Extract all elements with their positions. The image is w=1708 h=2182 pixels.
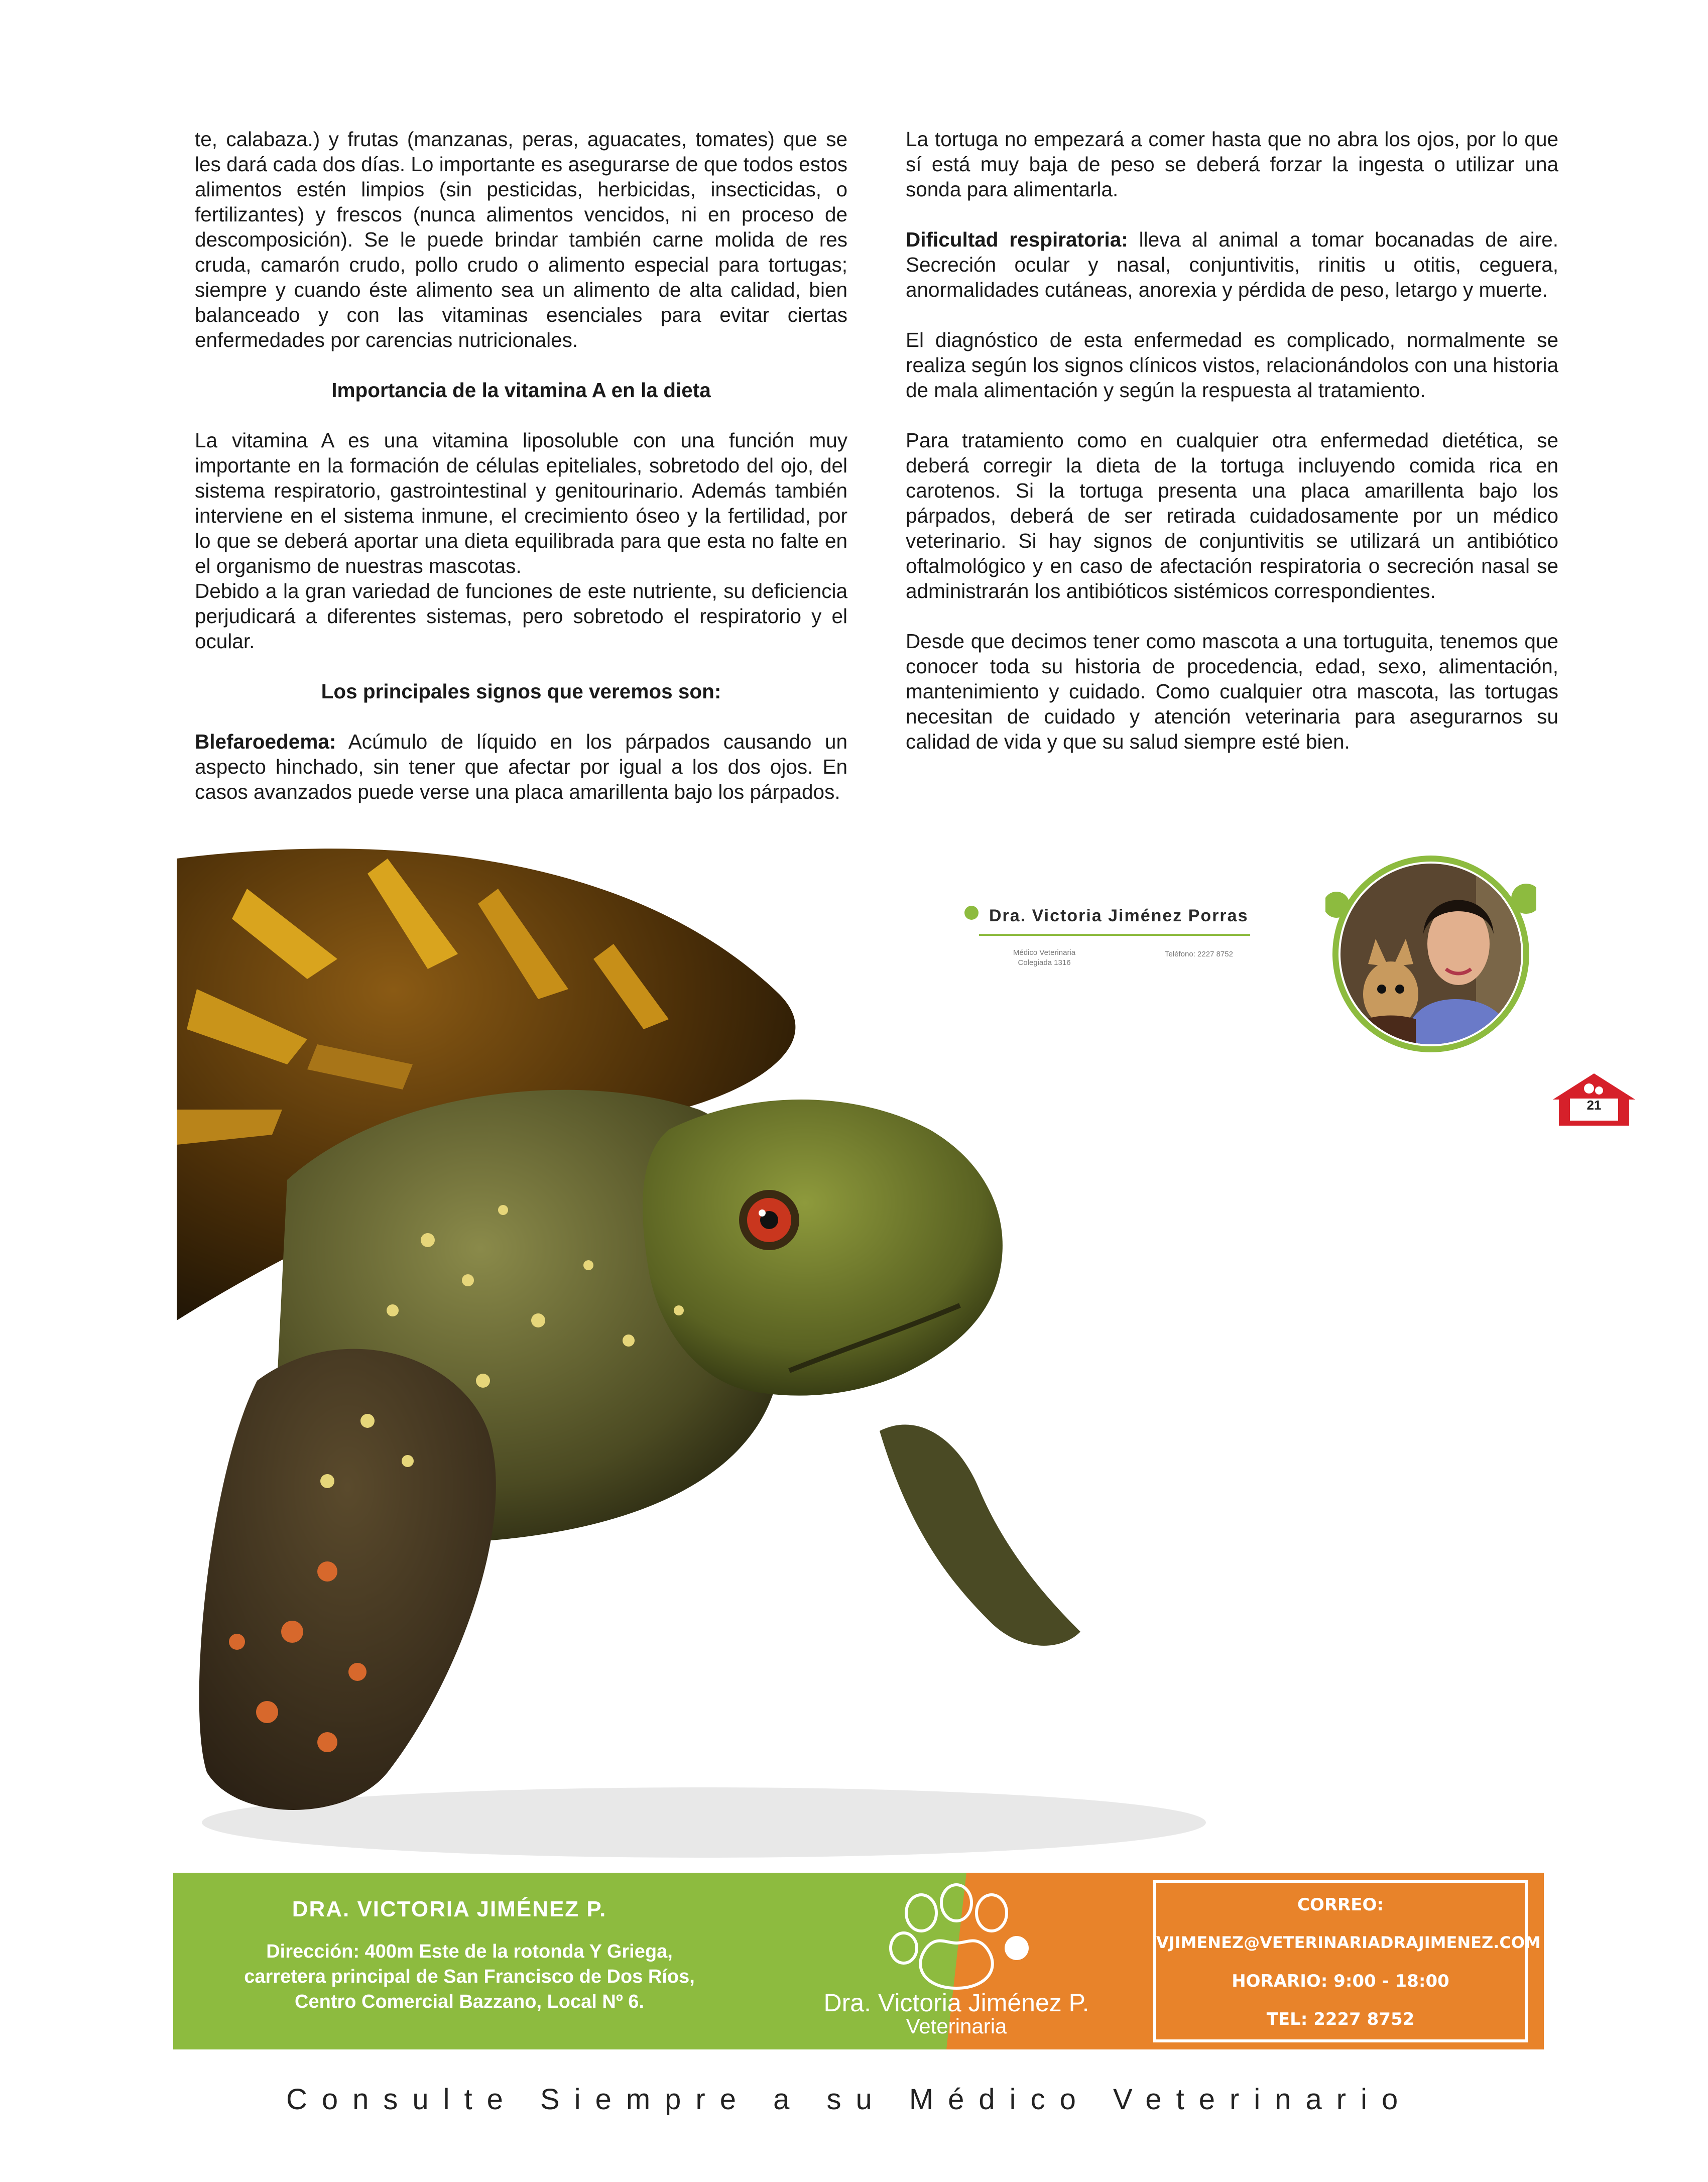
term-label: Dificultad respiratoria: [906,228,1128,251]
card-divider [979,934,1250,936]
address-line: Dirección: 400m Este de la rotonda Y Griega, [266,1941,673,1962]
email-address[interactable]: VJIMENEZ@VETERINARIADRAJIMENEZ.COM [1156,1933,1541,1952]
card-phone: Teléfono: 2227 8752 [1165,950,1233,958]
paragraph: La vitamina A es una vitamina liposoluble con una función muy importante en la formación de células epiteliales, sobretodo del ojo, del sistema respiratorio, gastrointestinal y genitourinario. Además también interviene en el sistema inmune, el crecimiento óseo y la fertilidad, por lo que se deberá aportar una dieta equilibrada para que esta no falte en el organismo de nuestras mascotas. [195,429,847,577]
banner-address [218,1939,720,2014]
hours: HORARIO: 9:00 - 18:00 [1232,1971,1449,1991]
paragraph: El diagnóstico de esta enfermedad es complicado, normalmente se realiza según los signos clínicos vistos, relacionándolos con una historia de mala alimentación y según la respuesta al tratamiento. [906,328,1558,402]
address-line: carretera principal de San Francisco de Dos Ríos, [244,1966,695,1987]
card-license-line: Colegiada 1316 [1018,958,1071,967]
paragraph: Para tratamiento como en cualquier otra enfermedad dietética, se deberá corregir la dieta de la tortuga incluyendo comida rica en carotenos. Si la tortuga presenta una placa amarillenta bajo los párpados, deberá de ser retirada cuidadosamente por un médico veterinario. Si hay signos de conjuntivitis se utilizará un antibiótico oftalmológico y en caso de afectación respiratoria o secreción nasal se administrarán los antibióticos sistémicos correspondientes. [906,429,1558,602]
paragraph: Desde que decimos tener como mascota a una tortuguita, tenemos que conocer toda su historia de procedencia, edad, sexo, alimentación, mantenimiento y cuidado. Como cualquier otra mascota, las tortugas necesitan de cuidado y atención veterinaria para asegurarnos su calidad de vida y que su salud siempre esté bien. [906,630,1558,753]
logo-name: Dra. Victoria Jiménez P. [823,1989,1089,2017]
paragraph: La tortuga no empezará a comer hasta que no abra los ojos, por lo que sí está muy baja de peso se deberá forzar la ingesta o utilizar una sonda para alimentarla. [906,128,1558,201]
card-role-line: Médico Veterinaria [1013,948,1076,957]
paragraph: te, calabaza.) y frutas (manzanas, peras, aguacates, tomates) que se les dará cada dos días. Lo importante es asegurarse de que todos estos alimentos estén limpios (sin pesticidas, herbicidas, insecticidas, o fertilizantes) y frescos (nunca alimentos vencidos, ni en proceso de descomposición). Se le puede brindar también carne molida de res cruda, camarón crudo, pollo crudo o alimento especial para tortugas; siempre y cuando éste alimento sea un alimento de alta calidad, bien balanceado y con las vitaminas esenciales para evitar ciertas enfermedades por carencias nutricionales. [195,128,847,351]
card-name: Dra. Victoria Jiménez Porras [989,906,1249,925]
clinic-banner [173,1873,1544,2049]
address-line: Centro Comercial Bazzano, Local Nº 6. [295,1991,644,2012]
contact-box [1153,1880,1541,2042]
paragraph: Debido a la gran variedad de funciones de este nutriente, su deficiencia perjudicará a diferentes sistemas, pero sobretodo el respiratorio y el ocular. [195,579,847,653]
portrait-photo [1325,848,1536,1059]
logo-role: Veterinaria [906,2014,1007,2038]
crescent-logo-icon [864,874,984,994]
slogan-text: Consulte Siempre a su Médico Veterinario [286,2083,1413,2116]
article-right-column [906,127,1558,779]
doctor-card [864,874,1265,994]
term-text: lleva al animal a tomar bocanadas de aire. Secreción ocular y nasal, conjuntivitis, rinitis u otitis, ceguera, anormalidades cutáneas, anorexia y pérdida de peso, letargo y muerte. [906,228,1558,301]
section-heading: Importancia de la vitamina A en la dieta [331,379,711,402]
page-number-badge [1549,1069,1639,1130]
term-text: Acúmulo de líquido en los párpados causando un aspecto hinchado, sin tener que afectar por igual a los dos ojos. En casos avanzados puede verse una placa amarillenta bajo los párpados. [195,730,847,803]
paragraph [906,227,1558,302]
telephone: TEL: 2227 8752 [1266,2009,1415,2029]
page-number: 21 [1587,1098,1602,1113]
email-label: CORREO: [1297,1895,1384,1915]
article-left-column [195,127,847,829]
card-role [989,948,1100,968]
term-label: Blefaroedema: [195,730,336,753]
slogan [286,2078,1441,2128]
banner-doctor-name: DRA. VICTORIA JIMÉNEZ P. [292,1897,607,1921]
section-heading: Los principales signos que veremos son: [321,680,721,703]
paragraph [195,729,847,804]
